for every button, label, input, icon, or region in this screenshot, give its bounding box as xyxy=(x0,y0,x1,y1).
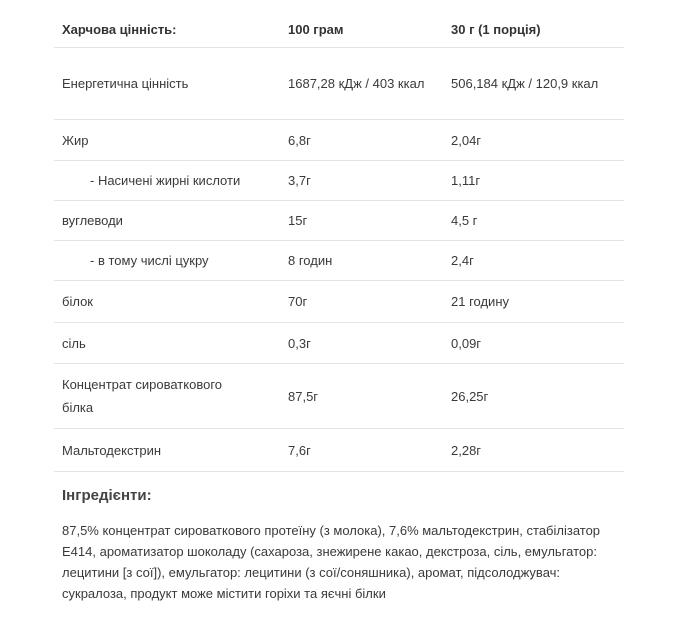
row-value-100g: 0,3г xyxy=(288,335,311,351)
row-value-100g: 70г xyxy=(288,294,308,309)
row-value-100g: 87,5г xyxy=(288,388,319,404)
row-label: вуглеводи xyxy=(62,213,123,228)
row-value-serving: 2,04г xyxy=(451,132,482,148)
table-row xyxy=(54,241,624,281)
row-label: Енергетична цінність xyxy=(62,76,189,91)
row-label: - Насичені жирні кислоти xyxy=(90,173,241,188)
row-label: Жир xyxy=(62,132,89,148)
table-row xyxy=(54,201,624,241)
table-row xyxy=(54,429,624,472)
row-value-100g: 15г xyxy=(288,213,308,228)
row-value-100g: 1687,28 кДж / 403 ккал xyxy=(288,76,425,91)
row-label: - в тому числі цукру xyxy=(90,253,209,268)
row-value-serving: 21 годину xyxy=(451,294,509,309)
ingredients-title: Інгредієнти: xyxy=(62,487,152,504)
row-value-100g: 8 годин xyxy=(288,253,333,268)
row-value-100g: 6,8г xyxy=(288,132,311,148)
table-header-row xyxy=(54,11,624,48)
row-value-100g: 7,6г xyxy=(288,442,311,458)
ingredients-section xyxy=(62,486,622,604)
table-row xyxy=(54,48,624,120)
ingredients-text: 87,5% концентрат сироваткового протеїну (з молока), 7,6% мальтодекстрин, стабілізатор E414, ароматизатор шоколаду (сахароза, знежирене какао, декстроза, сіль, емульгатор: лецитини [з сої]), емульгатор: лецитини (з сої/соняшника), аромат, підсолоджувач: сукралоза, продукт може містити горіхи та яєчні білки xyxy=(62,523,601,601)
row-value-serving: 4,5 г xyxy=(451,213,478,228)
row-value-serving: 2,4г xyxy=(451,253,474,268)
row-value-serving: 26,25г xyxy=(451,388,489,404)
nutrition-table xyxy=(54,11,624,472)
header-per-100g: 100 грам xyxy=(288,21,344,37)
row-value-serving: 1,11г xyxy=(451,173,481,188)
table-row xyxy=(54,281,624,323)
row-value-serving: 2,28г xyxy=(451,442,482,458)
row-value-100g: 3,7г xyxy=(288,173,311,188)
row-label: білок xyxy=(62,294,93,309)
header-nutrition-value: Харчова цінність: xyxy=(62,21,177,37)
row-label: Мальтодекстрин xyxy=(62,442,162,458)
row-label: сіль xyxy=(62,335,86,351)
header-per-serving: 30 г (1 порція) xyxy=(451,21,541,37)
row-value-serving: 0,09г xyxy=(451,335,482,351)
table-row xyxy=(54,120,624,161)
row-value-serving: 506,184 кДж / 120,9 ккал xyxy=(451,76,599,91)
table-row xyxy=(54,364,624,429)
row-label: Концентрат сироваткового білка xyxy=(62,377,223,415)
table-row xyxy=(54,161,624,201)
table-row xyxy=(54,323,624,364)
